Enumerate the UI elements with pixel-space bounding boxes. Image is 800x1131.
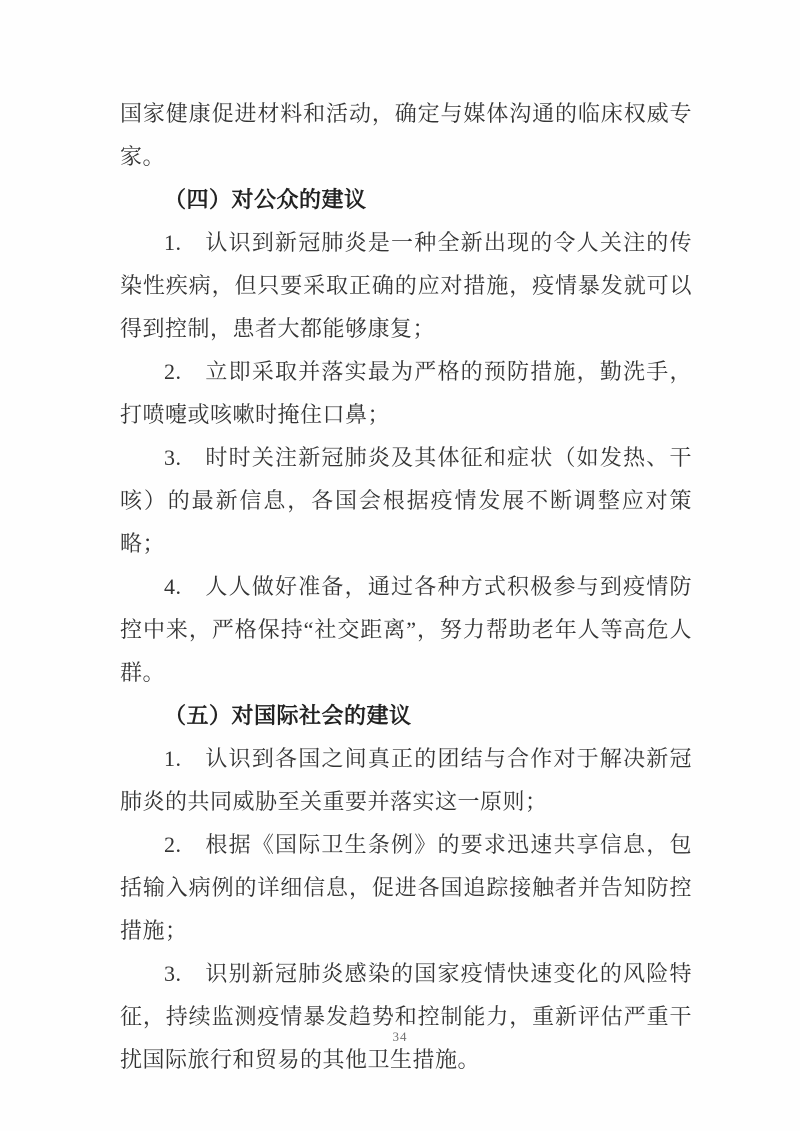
section-heading-international-advice: （五）对国际社会的建议 [164,703,412,728]
list-item-public-4: 4. 人人做好准备，通过各种方式积极参与到疫情防控中来，严格保持“社交距离”，努力帮助老年人等高危人群。 [120,574,692,685]
body-paragraph-continuation: 国家健康促进材料和活动，确定与媒体沟通的临床权威专家。 [120,101,692,169]
page-number: 34 [392,1029,408,1044]
list-item-public-1: 1. 认识到新冠肺炎是一种全新出现的令人关注的传染性疾病，但只要采取正确的应对措施，疫情暴发就可以得到控制，患者大都能够康复； [120,230,692,341]
list-item-international-2: 2. 根据《国际卫生条例》的要求迅速共享信息，包括输入病例的详细信息，促进各国追踪接触者并告知防控措施； [120,832,692,943]
list-item-public-3: 3. 时时关注新冠肺炎及其体征和症状（如发热、干咳）的最新信息，各国会根据疫情发展不断调整应对策略； [120,445,692,556]
list-item-international-3: 3. 识别新冠肺炎感染的国家疫情快速变化的风险特征，持续监测疫情暴发趋势和控制能力，重新评估严重干扰国际旅行和贸易的其他卫生措施。 [120,961,692,1072]
page-body [120,92,692,1081]
section-heading-public-advice: （四）对公众的建议 [164,187,367,212]
list-item-international-1: 1. 认识到各国之间真正的团结与合作对于解决新冠肺炎的共同威胁至关重要并落实这一原则； [120,746,692,814]
list-item-public-2: 2. 立即采取并落实最为严格的预防措施，勤洗手，打喷嚏或咳嗽时掩住口鼻； [120,359,692,427]
